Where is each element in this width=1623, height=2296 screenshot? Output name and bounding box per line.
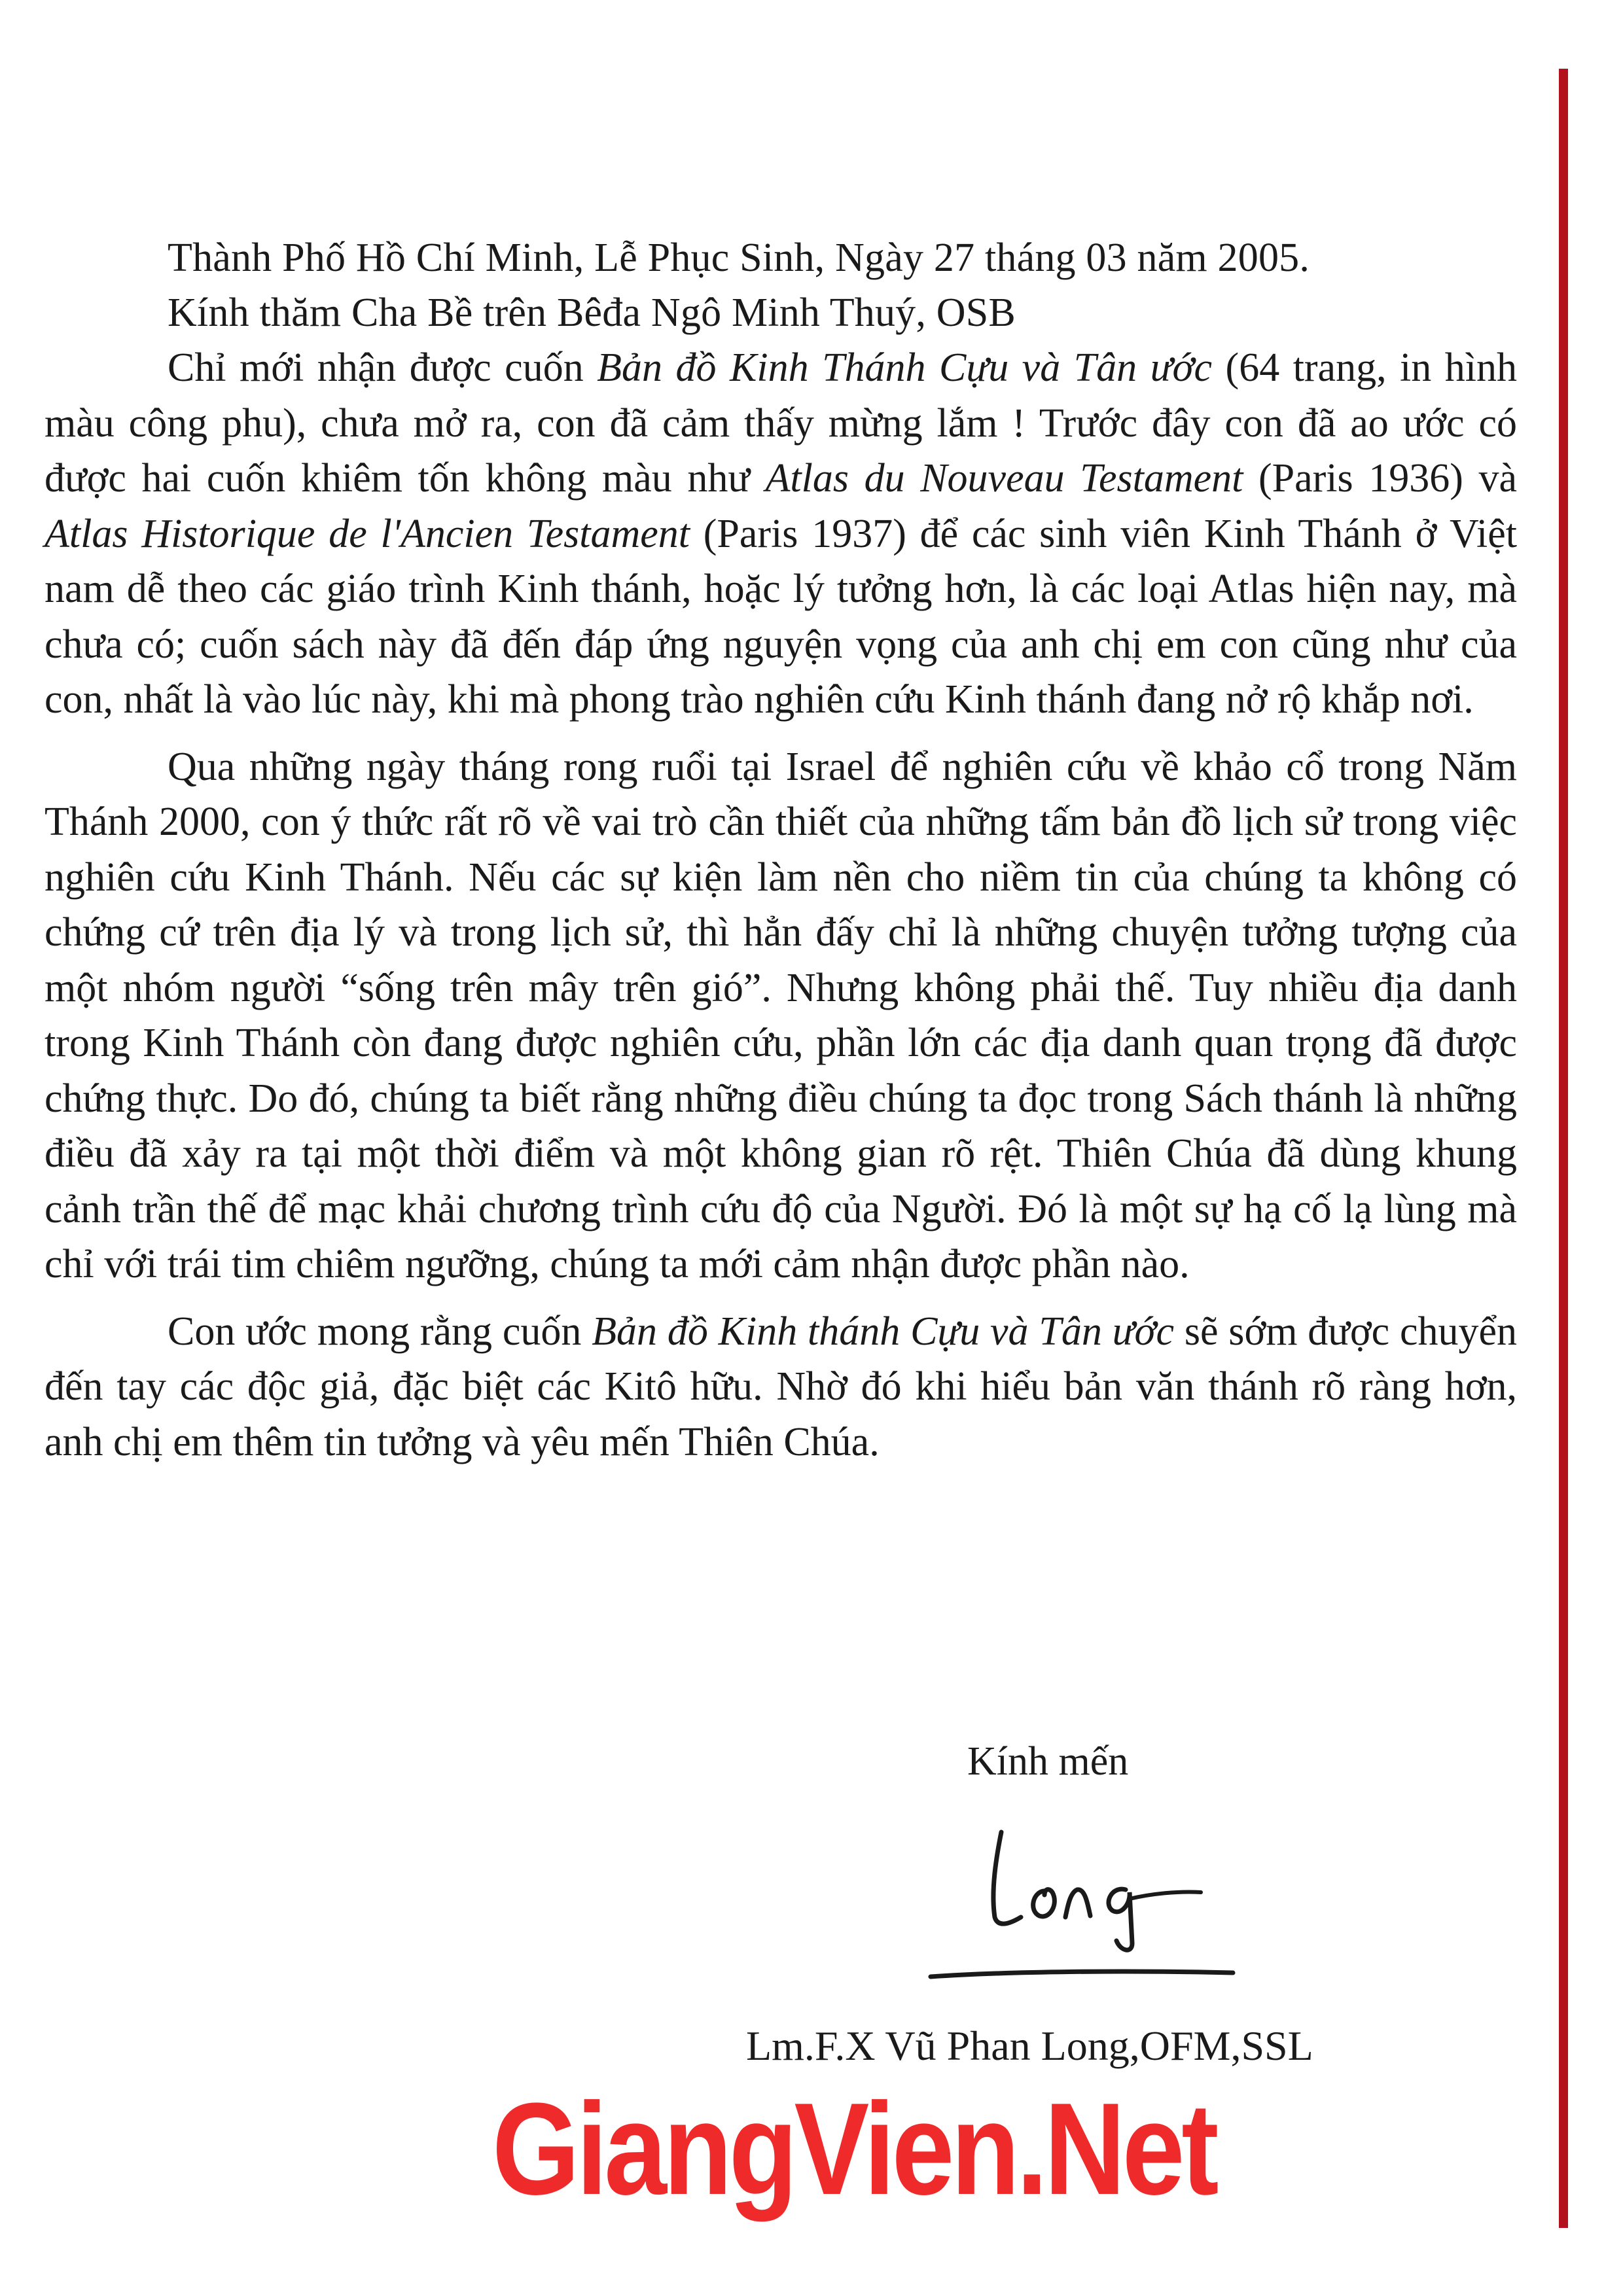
p2-text: Qua những ngày tháng rong ruổi tại Israel để nghiên cứu về khảo cổ trong Năm Thánh 2000, con ý thức rất rõ về vai trò cần thiết của những tấm bản đồ lịch sử trong việc nghiên cứu Kinh Thánh. Nếu các sự kiện làm nền cho niềm tin của chúng ta không có chứng cứ trên địa lý và trong lịch sử, thì hẳn đấy chỉ là những chuyện tưởng tượng của một nhóm người “sống trên mây trên gió”. Nhưng không phải thế. Tuy nhiều địa danh trong Kinh Thánh còn đang được nghiên cứu, phần lớn các địa danh quan trọng đã được chứng thực. Do đó, chúng ta biết rằng những điều chúng ta đọc trong Sách thánh là những điều đã xảy ra tại một thời điểm và một không gian rõ rệt. Thiên Chúa đã dùng khung cảnh trần thế để mạc khải chương trình cứu độ của Người. Đó là một sự hạ cố lạ lùng mà chỉ với trái tim chiêm ngưỡng, chúng ta mới cảm nhận được phần nào. — [45, 744, 1517, 1286]
paragraph-gap — [45, 1292, 1517, 1304]
paragraph-2 — [45, 739, 1517, 1292]
paragraph-3 — [45, 1304, 1517, 1470]
handwritten-signature — [982, 1812, 1243, 1956]
watermark-text: GiangVien.Net — [492, 2076, 1216, 2222]
paragraph-gap — [45, 728, 1517, 739]
closing-salutation: Kính mến — [967, 1739, 1129, 1784]
greeting-line: Kính thăm Cha Bề trên Bêđa Ngô Minh Thuý, OSB — [168, 291, 1016, 335]
date-line: Thành Phố Hồ Chí Minh, Lễ Phục Sinh, Ngày 27 tháng 03 năm 2005. — [168, 236, 1310, 280]
signer-name: Lm.F.X Vũ Phan Long,OFM,SSL — [746, 2022, 1313, 2069]
p1-text-3: (Paris 1936) và — [1243, 456, 1518, 501]
signature-line — [928, 1966, 1236, 1983]
p1-text-4: (Paris 1937) để các sinh viên Kinh Thánh ở Việt nam dễ theo các giáo trình Kinh thánh, hoặc lý tưởng hơn, là các loại Atlas hiện nay, mà chưa có; cuốn sách này đã đến đáp ứng nguyện vọng của anh chị em con cũng như của con, nhất là vào lúc này, khi mà phong trào nghiên cứu Kinh thánh đang nở rộ khắp nơi. — [45, 511, 1518, 722]
p1-book-title: Bản đồ Kinh Thánh Cựu và Tân ước — [597, 345, 1213, 390]
p1-text-2: (64 trang, in hình màu công phu), chưa mở ra, con đã cảm thấy mừng lắm ! Trước đây con đã ao ước có được hai cuốn khiêm tốn không màu như — [45, 345, 1517, 501]
paragraph-1 — [45, 340, 1517, 728]
p3-text-2: sẽ sớm được chuyển đến tay các độc giả, đặc biệt các Kitô hữu. Nhờ đó khi hiểu bản văn thánh rõ ràng hơn, anh chị em thêm tin tưởng và yêu mến Thiên Chúa. — [45, 1309, 1517, 1464]
p1-text-1: Chỉ mới nhận được cuốn — [168, 345, 597, 390]
p1-atlas-nt-title: Atlas du Nouveau Testament — [765, 456, 1243, 501]
p3-text-1: Con ước mong rằng cuốn — [168, 1309, 592, 1354]
right-red-border — [1559, 69, 1568, 2228]
p1-atlas-ot-title: Atlas Historique de l'Ancien Testament — [45, 511, 690, 556]
p3-book-title: Bản đồ Kinh thánh Cựu và Tân ước — [592, 1309, 1175, 1354]
letter-body — [45, 230, 1517, 1470]
